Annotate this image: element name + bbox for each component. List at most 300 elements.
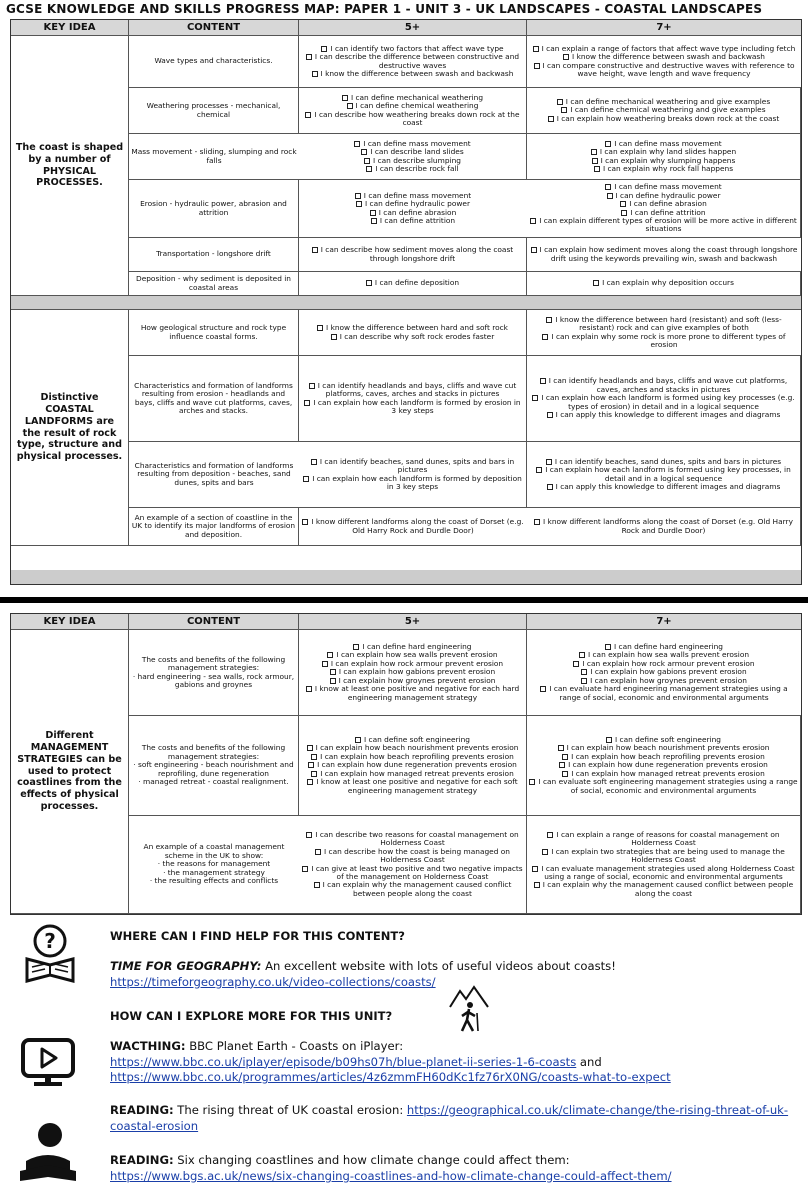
checkbox[interactable]: [354, 141, 360, 147]
checklist-text: I can define mass movement: [614, 182, 722, 192]
checklist-text: I can explain a range of reasons for coastal management on Holderness Coast: [556, 829, 780, 848]
checklist-text: I can define mechanical weathering: [350, 92, 484, 102]
content-text: Erosion - hydraulic power, abrasion and attrition: [140, 199, 287, 217]
level-7-cell: [527, 356, 801, 442]
help-question: WHERE CAN I FIND HELP FOR THIS CONTENT?: [110, 929, 405, 943]
checklist-text: I can evaluate soft engineering management strategies using a range of social, economic and environmental arguments: [538, 777, 798, 795]
content-cell: [129, 816, 299, 914]
checklist-item: [529, 685, 799, 702]
header-level-7: 7+: [527, 614, 801, 630]
content-text: Characteristics and formation of landforms resulting from deposition - beaches, sand dunes, spits and bars: [134, 460, 294, 487]
level-7-cell: [527, 310, 801, 356]
content-text: An example of a section of coastline in the UK to identify its major landforms of erosion and deposition.: [131, 512, 296, 539]
checkbox[interactable]: [306, 54, 312, 60]
content-cell: [129, 442, 299, 508]
checklist-item: [529, 881, 798, 898]
checklist-text: I can explain why slumping happens: [600, 155, 736, 165]
checklist-text: I can describe rock fall: [375, 163, 459, 173]
checkbox[interactable]: [361, 149, 367, 155]
checklist-text: I know the difference between hard and soft rock: [326, 323, 508, 333]
content-cell: [129, 272, 299, 296]
checkbox[interactable]: [591, 149, 597, 155]
checklist-item: [529, 394, 798, 411]
and-text: and: [576, 1054, 602, 1069]
checklist-item: [529, 115, 798, 123]
checklist-text: I can explain how beach reprofiling prevents erosion: [320, 751, 514, 761]
video-play-icon: [20, 1037, 76, 1089]
checklist-item: [529, 483, 798, 491]
checklist-text: I can define hard engineering: [613, 642, 723, 652]
geographical-link[interactable]: https://geographical.co.uk/climate-change/the-rising-threat-of-uk-coastal-erosion: [110, 1103, 789, 1133]
checkbox[interactable]: [573, 661, 579, 667]
checklist-text: I can define chemical weathering and give examples: [570, 105, 766, 115]
checklist-text: I can explain how dune regeneration prevents erosion: [568, 760, 768, 770]
checkbox[interactable]: [302, 519, 308, 525]
content-cell: [129, 134, 299, 180]
checklist-item: [301, 382, 524, 399]
checklist-text: I can explain how each landform is formed by deposition in 3 key steps: [312, 473, 522, 491]
content-cell: [129, 630, 299, 716]
checkbox[interactable]: [366, 280, 372, 286]
table-grid: [11, 20, 801, 546]
checkbox[interactable]: [548, 116, 554, 122]
checklist-text: I can describe how sediment moves along the coast through longshore drift: [320, 245, 514, 263]
question-book-icon: [24, 923, 76, 985]
checklist-item: [301, 518, 525, 535]
level-7-cell: [527, 630, 801, 716]
content-text: Mass movement - sliding, slumping and rock falls: [131, 147, 297, 165]
checkbox[interactable]: [529, 779, 535, 785]
checkbox[interactable]: [317, 325, 323, 331]
checklist-text: I can define attrition: [379, 215, 456, 225]
tfg-link[interactable]: https://timeforgeography.co.uk/video-collections/coasts/: [110, 974, 436, 989]
checklist-text: I can define hydraulic power: [365, 199, 470, 209]
checkbox[interactable]: [620, 201, 626, 207]
content-text: Transportation - longshore drift: [156, 249, 271, 259]
checklist-text: I can identify beaches, sand dunes, spits and bars in pictures: [319, 456, 515, 475]
checklist-text: I can define soft engineering: [364, 735, 470, 745]
content-text: · soft engineering - beach nourishment and reprofiling, dune regeneration: [133, 760, 294, 778]
checklist-item: [529, 848, 798, 865]
checkbox[interactable]: [307, 745, 313, 751]
checklist-text: I can define attrition: [630, 207, 706, 217]
level-5-cell: [299, 272, 527, 296]
checklist-text: I can define hydraulic power: [615, 190, 721, 200]
checklist-text: I can explain how rock armour prevent erosion: [330, 658, 504, 668]
checklist-item: [301, 165, 524, 173]
checkbox[interactable]: [308, 762, 314, 768]
checklist-text: I know at least one positive and negative for each hard engineering management strategy: [314, 684, 520, 702]
checkbox[interactable]: [540, 686, 546, 692]
checkbox[interactable]: [581, 669, 587, 675]
checkbox[interactable]: [353, 644, 359, 650]
checklist-item: [529, 377, 798, 394]
checkbox[interactable]: [355, 737, 361, 743]
level-5-cell: [299, 36, 527, 88]
checklist-text: I can identify headlands and bays, cliffs and wave cut platforms, caves, arches and stacks in pictures: [548, 376, 788, 394]
checkbox[interactable]: [370, 210, 376, 216]
progress-table-2: [10, 613, 802, 915]
checklist-item: [529, 217, 798, 234]
checklist-text: I can explain why some rock is more prone to different types of erosion: [551, 331, 786, 349]
checklist-text: I can define mass movement: [363, 138, 471, 148]
level-5-cell: [299, 238, 527, 272]
level-7-cell: [527, 180, 801, 238]
checkbox[interactable]: [304, 400, 310, 406]
level-5-cell: [299, 716, 527, 816]
checklist-text: I can explain how managed retreat prevents erosion: [320, 768, 514, 778]
content-cell: [129, 508, 299, 546]
level-7-cell: [527, 442, 801, 508]
content-text: The costs and benefits of the following management strategies:: [141, 654, 286, 673]
content-text: Weathering processes - mechanical, chemical: [146, 101, 281, 119]
checklist-text: I can define hard engineering: [362, 642, 472, 652]
checkbox[interactable]: [621, 210, 627, 216]
checklist-text: I can explain how beach nourishment prevents erosion: [315, 743, 519, 753]
level-7-cell: [527, 272, 801, 296]
checkbox[interactable]: [322, 661, 328, 667]
checkbox[interactable]: [546, 317, 552, 323]
reading-label: READING:: [110, 1103, 174, 1117]
content-text: · the management strategy: [163, 867, 265, 877]
header-content: CONTENT: [129, 20, 299, 36]
checkbox[interactable]: [542, 334, 548, 340]
checklist-item: [301, 475, 524, 492]
checkbox[interactable]: [306, 686, 312, 692]
progress-table-1: [10, 19, 802, 585]
level-5-cell: [299, 310, 527, 356]
checklist-item: [529, 279, 798, 287]
checkbox[interactable]: [312, 71, 318, 77]
checklist-text: I know the difference between swash and backwash: [320, 68, 514, 78]
content-cell: [129, 356, 299, 442]
content-text: · hard engineering - sea walls, rock armour, gabions and groynes: [132, 671, 295, 689]
content-cell: [129, 310, 299, 356]
checklist-text: I can define mass movement: [363, 190, 472, 200]
checkbox[interactable]: [562, 754, 568, 760]
checkbox[interactable]: [547, 832, 553, 838]
reading-2-text: [110, 1153, 800, 1184]
checklist-text: I know the difference between swash and backwash: [572, 52, 765, 62]
checklist-text: I can describe the difference between constructive and destructive waves: [314, 52, 520, 70]
reading-desc: Six changing coastlines and how climate change could affect them:: [173, 1153, 570, 1167]
tfg-desc: An excellent website with lots of useful videos about coasts!: [261, 959, 616, 973]
checklist-item: [529, 411, 798, 419]
level-5-cell: [299, 630, 527, 716]
level-7-cell: [527, 238, 801, 272]
checkbox[interactable]: [594, 166, 600, 172]
checklist-text: I can define soft engineering: [615, 735, 721, 745]
checkbox[interactable]: [605, 644, 611, 650]
checklist-text: I can describe how weathering breaks down rock at the coast: [314, 109, 520, 127]
checkbox[interactable]: [581, 678, 587, 684]
bbc-article-link[interactable]: https://www.bbc.co.uk/programmes/articles/4z6zmmFH60dKc1fz76rX0NG/coasts-what-to-expect: [110, 1070, 671, 1084]
checklist-item: [301, 458, 524, 475]
checklist-item: [529, 518, 798, 535]
checkbox[interactable]: [356, 201, 362, 207]
content-cell: [129, 88, 299, 134]
checklist-item: [301, 279, 524, 287]
watching-label: WACTHING:: [110, 1039, 186, 1053]
checkbox[interactable]: [542, 849, 548, 855]
checklist-text: I can explain why land slides happen: [599, 147, 737, 157]
content-cell: [129, 238, 299, 272]
checklist-item: [301, 70, 524, 78]
checklist-text: I can apply this knowledge to different images and diagrams: [555, 410, 781, 420]
checkbox[interactable]: [607, 193, 613, 199]
checkbox[interactable]: [547, 484, 553, 490]
key-idea-coastal-landforms: Distinctive COASTAL LANDFORMS are the result of rock type, structure and physical processes.: [11, 310, 129, 546]
reading-label: READING:: [110, 1153, 174, 1167]
checkbox[interactable]: [311, 754, 317, 760]
page-2: [0, 603, 808, 1200]
checklist-item: [301, 246, 524, 263]
table-grid: [11, 614, 801, 914]
checklist-text: I can describe land slides: [370, 147, 464, 157]
checklist-item: [301, 865, 524, 882]
checklist-text: I can describe how the coast is being managed on Holderness Coast: [324, 846, 510, 865]
level-5-cell: [299, 88, 527, 134]
checklist-text: I can identify headlands and bays, cliffs and wave cut platforms, caves, arches and stacks in pictures: [317, 380, 517, 399]
checklist-item: [301, 217, 525, 225]
checkbox[interactable]: [531, 247, 537, 253]
checklist-text: I can explain how groynes prevent erosion: [590, 675, 747, 685]
checklist-text: I can explain why deposition occurs: [602, 278, 734, 288]
checklist-item: [301, 881, 524, 898]
content-text: An example of a coastal management scheme in the UK to show:: [143, 842, 285, 860]
checkbox[interactable]: [534, 882, 540, 888]
content-text: Wave types and characteristics.: [154, 56, 273, 66]
checkbox[interactable]: [606, 737, 612, 743]
checklist-item: [301, 685, 524, 702]
checkbox[interactable]: [532, 866, 538, 872]
level-7-cell: [527, 36, 801, 88]
checkbox[interactable]: [536, 467, 542, 473]
checklist-text: I know different landforms along the coast of Dorset (e.g. Old Harry Rock and Durdle Door): [311, 517, 524, 535]
checklist-text: I can explain how sediment moves along the coast through longshore drift using the keywords prevailing win, swash and backwash: [539, 245, 798, 263]
checklist-text: I can explain different types of erosion will be more active in different situations: [539, 215, 797, 234]
checklist-item: [301, 53, 524, 70]
checklist-text: I can explain how beach reprofiling prevents erosion: [571, 751, 765, 761]
checklist-text: I can explain how each landform is formed using key processes, in detail and in a logical sequence: [545, 465, 791, 483]
checklist-text: I can define mass movement: [614, 138, 722, 148]
level-7-cell: [527, 88, 801, 134]
content-text: The costs and benefits of the following management strategies:: [141, 743, 286, 761]
page-title: GCSE KNOWLEDGE AND SKILLS PROGRESS MAP: PAPER 1 - UNIT 3 - UK LANDSCAPES - COASTAL LANDSCAPES: [6, 2, 763, 16]
content-cell: [129, 36, 299, 88]
tfg-label: TIME FOR GEOGRAPHY:: [110, 959, 262, 973]
checklist-item: [301, 333, 524, 341]
checkbox[interactable]: [330, 678, 336, 684]
checklist-text: I can explain how gabions prevent erosion: [590, 667, 747, 677]
checkbox[interactable]: [307, 779, 313, 785]
checklist-text: I can describe slumping: [373, 155, 461, 165]
checklist-text: I can define chemical weathering: [355, 101, 479, 111]
checklist-text: I can explain how weathering breaks down rock at the coast: [556, 113, 780, 123]
watching-text: [110, 1039, 800, 1086]
level-5-cell: [299, 816, 527, 914]
checkbox[interactable]: [559, 762, 565, 768]
checkbox[interactable]: [546, 459, 552, 465]
checkbox[interactable]: [364, 158, 370, 164]
checklist-item: [529, 466, 798, 483]
checklist-text: I can define abrasion: [378, 207, 457, 217]
checklist-item: [529, 62, 799, 79]
checkbox[interactable]: [371, 218, 377, 224]
reading-person-icon: [18, 1121, 78, 1183]
level-7-cell: [527, 134, 801, 180]
checkbox[interactable]: [312, 247, 318, 253]
level-5-cell: [299, 134, 527, 180]
checkbox[interactable]: [366, 166, 372, 172]
reading-1-text: [110, 1103, 800, 1134]
checkbox[interactable]: [355, 193, 361, 199]
checklist-text: I can explain why rock fall happens: [602, 163, 734, 173]
checklist-item: [529, 165, 798, 173]
checkbox[interactable]: [592, 158, 598, 164]
page-1: [0, 0, 808, 597]
level-5-cell: [299, 508, 527, 546]
checkbox[interactable]: [534, 519, 540, 525]
checklist-text: I can identify two factors that affect wave type: [330, 43, 504, 53]
level-7-cell: [527, 508, 801, 546]
bgs-link[interactable]: https://www.bgs.ac.uk/news/six-changing-coastlines-and-how-climate-change-could-affect-them/: [110, 1168, 672, 1183]
content-text: · the resulting effects and conflicts: [149, 876, 279, 886]
level-5-cell: [299, 442, 527, 508]
checklist-text: I can identify beaches, sand dunes, spits and bars in pictures: [554, 456, 782, 466]
checklist-text: I know the difference between hard (resistant) and soft (less-resistant) rock and can give examples of both: [555, 314, 782, 333]
checklist-text: I can give at least two positive and two negative impacts of the management on Holderness Coast: [311, 863, 523, 881]
checkbox[interactable]: [605, 141, 611, 147]
checklist-item: [301, 778, 524, 795]
checklist-text: I can define deposition: [374, 278, 460, 288]
checklist-item: [301, 848, 524, 865]
checkbox[interactable]: [547, 412, 553, 418]
checkbox[interactable]: [562, 771, 568, 777]
checkbox[interactable]: [532, 395, 538, 401]
content-cell: [129, 180, 299, 238]
checklist-text: I can explain how sea walls prevent erosion: [336, 650, 498, 660]
checkbox[interactable]: [558, 745, 564, 751]
key-idea-physical-processes: The coast is shaped by a number of PHYSICAL PROCESSES.: [11, 36, 129, 296]
content-text: How geological structure and rock type influence coastal forms.: [140, 323, 287, 341]
checkbox[interactable]: [561, 107, 567, 113]
checkbox[interactable]: [306, 832, 312, 838]
checklist-text: I can explain why the management caused conflict between people along the coast: [542, 880, 794, 898]
header-content: CONTENT: [129, 614, 299, 630]
level-5-cell: [299, 356, 527, 442]
checklist-text: I can evaluate management strategies used along Holderness Coast using a range of social, economic and environmental arguments: [541, 863, 795, 881]
checkbox[interactable]: [309, 383, 315, 389]
section-divider: [11, 296, 801, 310]
checkbox[interactable]: [347, 103, 353, 109]
checklist-text: I can explain how managed retreat prevents erosion: [571, 768, 765, 778]
checkbox[interactable]: [534, 63, 540, 69]
checklist-text: I can describe two reasons for coastal management on Holderness Coast: [315, 829, 519, 848]
explore-question: HOW CAN I EXPLORE MORE FOR THIS UNIT?: [110, 1009, 393, 1023]
checkbox[interactable]: [563, 54, 569, 60]
level-7-cell: [527, 716, 801, 816]
checklist-text: I can apply this knowledge to different images and diagrams: [555, 481, 781, 491]
checkbox[interactable]: [321, 46, 327, 52]
checklist-text: I can describe why soft rock erodes faster: [339, 331, 495, 341]
level-5-cell: [299, 180, 527, 238]
checklist-text: I can define abrasion: [629, 199, 707, 209]
checklist-item: [529, 333, 799, 350]
content-text: Characteristics and formation of landforms resulting from erosion - headlands and bays, cliffs and wave cut platforms, caves, arches and stacks.: [134, 380, 293, 415]
checkbox[interactable]: [303, 476, 309, 482]
checkbox[interactable]: [593, 280, 599, 286]
checkbox[interactable]: [330, 669, 336, 675]
checklist-text: I can compare constructive and destructive waves with reference to wave height, wave length and wave frequency: [542, 60, 795, 78]
content-text: · managed retreat - coastal realignment.: [138, 777, 289, 787]
checkbox[interactable]: [311, 771, 317, 777]
checklist-item: [529, 316, 799, 333]
checkbox[interactable]: [302, 866, 308, 872]
key-idea-management-strategies: Different MANAGEMENT STRATEGIES can be used to protect coastlines from the effects of physical processes.: [11, 630, 129, 914]
reading-desc: The rising threat of UK coastal erosion:: [173, 1103, 407, 1117]
header-key-idea: KEY IDEA: [11, 20, 129, 36]
checklist-item: [529, 778, 798, 795]
help-section: [0, 921, 808, 1200]
checklist-item: [529, 865, 798, 882]
checklist-text: I can explain a range of factors that affect wave type including fetch: [541, 43, 796, 53]
checklist-item: [301, 111, 524, 128]
table-footer-bar: [11, 570, 801, 584]
checkbox[interactable]: [315, 849, 321, 855]
checklist-item: [529, 831, 798, 848]
checkbox[interactable]: [314, 882, 320, 888]
checklist-text: I can explain how sea walls prevent erosion: [587, 650, 750, 660]
level-7-cell: [527, 816, 801, 914]
header-key-idea: KEY IDEA: [11, 614, 129, 630]
checkbox[interactable]: [331, 334, 337, 340]
checklist-text: I can evaluate hard engineering management strategies using a range of social, economic and environmental arguments: [549, 684, 788, 702]
checklist-text: I can explain how gabions prevent erosion: [338, 667, 496, 677]
checklist-text: I can explain why the management caused conflict between people along the coast: [322, 880, 512, 898]
watching-desc: BBC Planet Earth - Coasts on iPlayer:: [185, 1039, 404, 1053]
checkbox[interactable]: [305, 112, 311, 118]
checkbox[interactable]: [557, 99, 563, 105]
checkbox[interactable]: [533, 46, 539, 52]
header-level-7: 7+: [527, 20, 801, 36]
content-cell: [129, 716, 299, 816]
checkbox[interactable]: [605, 184, 611, 190]
checkbox[interactable]: [579, 652, 585, 658]
checkbox[interactable]: [327, 652, 333, 658]
checklist-text: I can define mechanical weathering and give examples: [565, 96, 771, 106]
checklist-text: I can explain how each landform is formed using key processes (e.g. types of erosion) in detail and in a logical sequence: [541, 393, 795, 411]
checklist-text: I can explain how beach nourishment prevents erosion: [566, 743, 770, 753]
checkbox[interactable]: [530, 218, 536, 224]
checklist-text: I can explain how groynes prevent erosion: [338, 675, 496, 685]
bbc-iplayer-link[interactable]: https://www.bbc.co.uk/iplayer/episode/b09hs07h/blue-planet-ii-series-1-6-coasts: [110, 1054, 577, 1069]
header-level-5: 5+: [299, 614, 527, 630]
checklist-item: [529, 246, 799, 263]
checklist-text: I can explain how dune regeneration prevents erosion: [317, 760, 517, 770]
checklist-text: I know different landforms along the coast of Dorset (e.g. Old Harry Rock and Durdle Door): [543, 517, 793, 535]
checklist-text: I can explain how each landform is formed by erosion in 3 key steps: [313, 397, 521, 415]
checkbox[interactable]: [540, 378, 546, 384]
checklist-text: I know at least one positive and negative for each soft engineering management strategy: [316, 777, 518, 795]
content-text: Deposition - why sediment is deposited in coastal areas: [136, 274, 291, 292]
checklist-text: I can explain how rock armour prevent erosion: [582, 658, 755, 668]
checklist-item: [301, 831, 524, 848]
checkbox[interactable]: [342, 95, 348, 101]
checkbox[interactable]: [311, 459, 317, 465]
checklist-text: I can explain two strategies that are being used to manage the Holderness Coast: [551, 846, 785, 865]
content-text: · the reasons for management: [157, 859, 271, 869]
